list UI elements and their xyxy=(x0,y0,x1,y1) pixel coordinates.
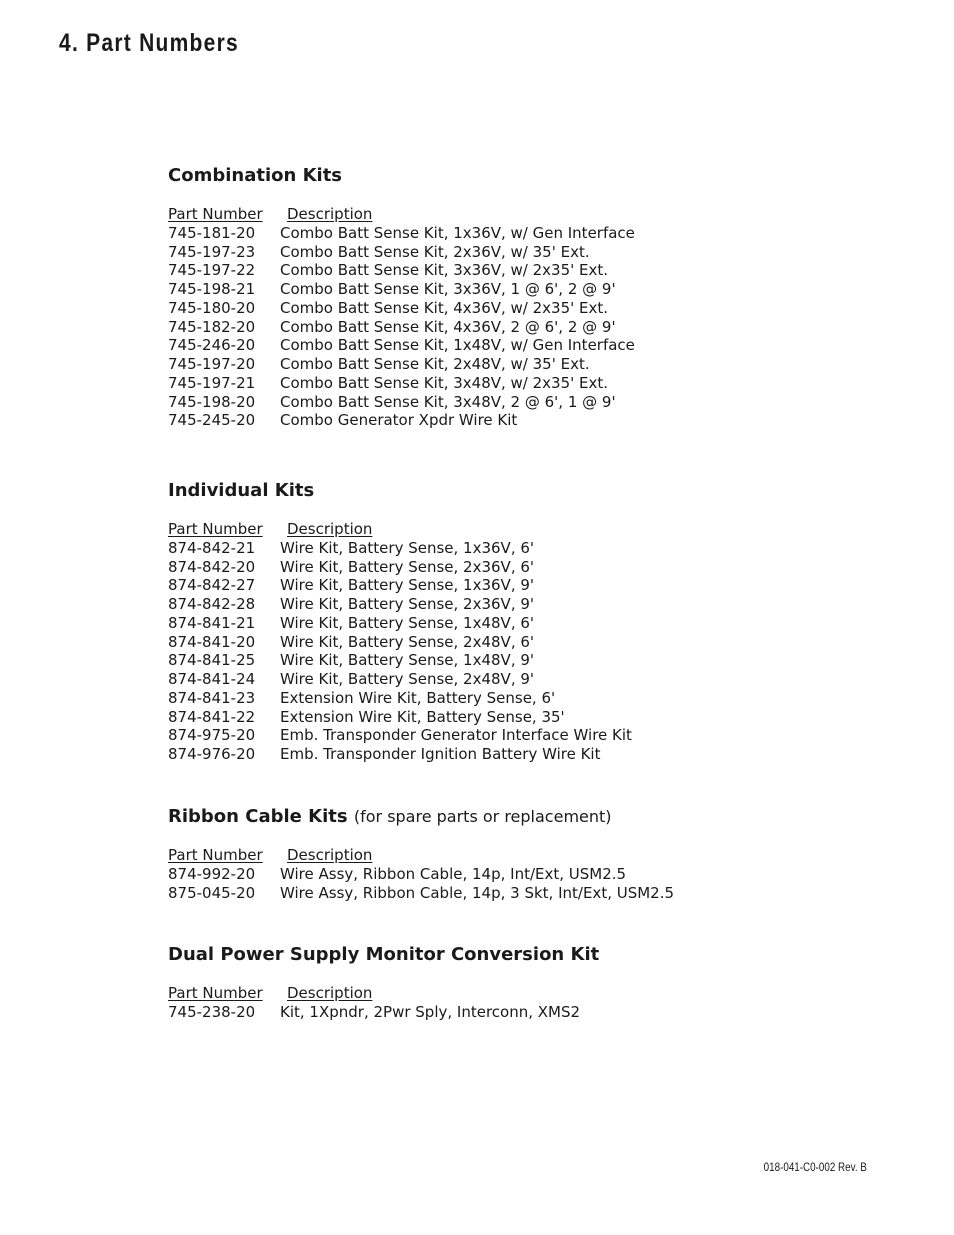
section-dual-power-supply-kit xyxy=(168,944,599,1022)
part-number-header-cell xyxy=(168,520,280,539)
part-number: 745-197-23 xyxy=(168,242,256,261)
part-number-header: Part Number xyxy=(168,520,263,538)
part-number: 874-992-20 xyxy=(168,864,256,883)
table-row xyxy=(168,633,632,652)
part-number: 874-842-20 xyxy=(168,557,256,576)
part-number: 745-198-20 xyxy=(168,392,256,411)
table-row xyxy=(168,374,635,393)
part-description: Wire Kit, Battery Sense, 2x36V, 9' xyxy=(280,595,535,613)
part-description: Combo Batt Sense Kit, 2x48V, w/ 35' Ext. xyxy=(280,355,590,373)
part-number: 874-842-21 xyxy=(168,538,256,557)
section-heading xyxy=(168,165,635,187)
part-description: Combo Batt Sense Kit, 3x48V, 2 @ 6', 1 @ 9' xyxy=(280,392,616,411)
description-header-cell xyxy=(280,984,372,1003)
part-number: 874-842-28 xyxy=(168,595,256,613)
part-description: Wire Assy, Ribbon Cable, 14p, 3 Skt, Int/Ext, USM2.5 xyxy=(280,883,675,902)
table-row xyxy=(168,393,635,412)
table-header-row xyxy=(168,205,635,224)
table-row xyxy=(168,336,635,355)
section-combination-kits xyxy=(168,165,635,430)
part-description: Wire Kit, Battery Sense, 1x48V, 6' xyxy=(280,613,535,632)
table-row xyxy=(168,576,632,595)
part-description: Wire Kit, Battery Sense, 1x36V, 6' xyxy=(280,538,535,557)
table-row xyxy=(168,280,635,299)
table-row xyxy=(168,614,632,633)
part-number: 874-841-23 xyxy=(168,688,256,707)
part-description: Emb. Transponder Ignition Battery Wire Kit xyxy=(280,745,601,763)
table-row xyxy=(168,884,674,903)
part-description: Wire Kit, Battery Sense, 2x36V, 6' xyxy=(280,557,535,576)
part-number-header-cell xyxy=(168,205,280,224)
table-row xyxy=(168,865,674,884)
part-description: Extension Wire Kit, Battery Sense, 35' xyxy=(280,707,565,726)
table-row xyxy=(168,1003,599,1022)
table-header-row xyxy=(168,846,674,865)
part-number: 874-841-20 xyxy=(168,632,256,651)
part-description: Wire Assy, Ribbon Cable, 14p, Int/Ext, USM2.5 xyxy=(280,864,627,883)
part-description: Combo Batt Sense Kit, 3x36V, 1 @ 6', 2 @ 9' xyxy=(280,280,616,298)
part-number: 874-841-25 xyxy=(168,651,256,670)
part-number-header-cell xyxy=(168,984,280,1003)
part-number: 745-181-20 xyxy=(168,223,256,242)
part-description: Combo Batt Sense Kit, 3x48V, w/ 2x35' Ext. xyxy=(280,373,609,392)
table-row xyxy=(168,318,635,337)
table-row xyxy=(168,355,635,374)
section-heading xyxy=(168,480,632,502)
part-number: 745-197-20 xyxy=(168,355,256,373)
parts-table xyxy=(168,520,632,764)
part-description: Combo Batt Sense Kit, 1x36V, w/ Gen Interface xyxy=(280,223,635,242)
part-description: Combo Batt Sense Kit, 2x36V, w/ 35' Ext. xyxy=(280,242,590,261)
part-number-header: Part Number xyxy=(168,205,263,223)
table-row xyxy=(168,261,635,280)
description-header-cell xyxy=(280,846,372,865)
description-header: Description xyxy=(287,205,373,223)
part-number: 745-246-20 xyxy=(168,336,256,355)
part-number: 874-975-20 xyxy=(168,726,256,745)
description-header-cell xyxy=(280,520,372,539)
part-description: Extension Wire Kit, Battery Sense, 6' xyxy=(280,688,556,707)
section-heading-text: Combination Kits xyxy=(168,165,343,186)
part-number: 745-197-21 xyxy=(168,373,256,392)
parts-table xyxy=(168,846,674,902)
table-row xyxy=(168,745,632,764)
part-number: 745-238-20 xyxy=(168,1002,256,1021)
section-heading-text: Individual Kits xyxy=(168,480,315,501)
part-number: 745-197-22 xyxy=(168,261,256,280)
page-title: 4. Part Numbers xyxy=(59,29,239,57)
section-heading xyxy=(168,806,674,828)
table-row xyxy=(168,243,635,262)
table-row xyxy=(168,299,635,318)
parts-table xyxy=(168,984,599,1022)
table-row xyxy=(168,651,632,670)
table-row xyxy=(168,708,632,727)
part-description: Emb. Transponder Generator Interface Wire Kit xyxy=(280,726,632,745)
description-header: Description xyxy=(287,846,373,864)
part-description: Wire Kit, Battery Sense, 1x48V, 9' xyxy=(280,651,535,670)
part-number-header: Part Number xyxy=(168,984,263,1002)
part-description: Combo Generator Xpdr Wire Kit xyxy=(280,411,518,430)
part-number: 874-976-20 xyxy=(168,745,256,763)
part-number: 745-182-20 xyxy=(168,317,256,336)
description-header-cell xyxy=(280,205,372,224)
section-heading-text: Ribbon Cable Kits xyxy=(168,806,348,827)
description-header: Description xyxy=(287,984,373,1002)
section-note: (for spare parts or replacement) xyxy=(353,807,612,826)
part-description: Combo Batt Sense Kit, 4x36V, w/ 2x35' Ext. xyxy=(280,298,609,317)
part-description: Kit, 1Xpndr, 2Pwr Sply, Interconn, XMS2 xyxy=(280,1002,581,1021)
part-number: 874-841-24 xyxy=(168,670,256,688)
table-row xyxy=(168,411,635,430)
part-description: Combo Batt Sense Kit, 1x48V, w/ Gen Interface xyxy=(280,336,635,355)
part-description: Wire Kit, Battery Sense, 2x48V, 9' xyxy=(280,670,535,688)
table-header-row xyxy=(168,984,599,1003)
table-header-row xyxy=(168,520,632,539)
part-number-header-cell xyxy=(168,846,280,865)
part-number: 875-045-20 xyxy=(168,883,256,902)
section-heading xyxy=(168,944,599,966)
table-row xyxy=(168,224,635,243)
part-number: 874-842-27 xyxy=(168,576,256,595)
table-row xyxy=(168,595,632,614)
part-number: 745-245-20 xyxy=(168,411,256,430)
part-number: 874-841-21 xyxy=(168,613,256,632)
description-header: Description xyxy=(287,520,373,538)
table-row xyxy=(168,558,632,577)
parts-table xyxy=(168,205,635,430)
part-number: 745-180-20 xyxy=(168,298,256,317)
part-description: Combo Batt Sense Kit, 3x36V, w/ 2x35' Ext. xyxy=(280,261,609,280)
document-number: 018-041-C0-002 Rev. B xyxy=(763,1160,867,1174)
table-row xyxy=(168,670,632,689)
part-description: Wire Kit, Battery Sense, 1x36V, 9' xyxy=(280,576,535,595)
section-ribbon-cable-kits xyxy=(168,806,674,902)
section-individual-kits xyxy=(168,480,632,764)
table-row xyxy=(168,689,632,708)
table-row xyxy=(168,726,632,745)
table-row xyxy=(168,539,632,558)
part-description: Combo Batt Sense Kit, 4x36V, 2 @ 6', 2 @ 9' xyxy=(280,317,616,336)
part-number: 874-841-22 xyxy=(168,707,256,726)
part-number: 745-198-21 xyxy=(168,280,256,298)
section-heading-text: Dual Power Supply Monitor Conversion Kit xyxy=(168,944,600,965)
part-number-header: Part Number xyxy=(168,846,263,864)
part-description: Wire Kit, Battery Sense, 2x48V, 6' xyxy=(280,632,535,651)
